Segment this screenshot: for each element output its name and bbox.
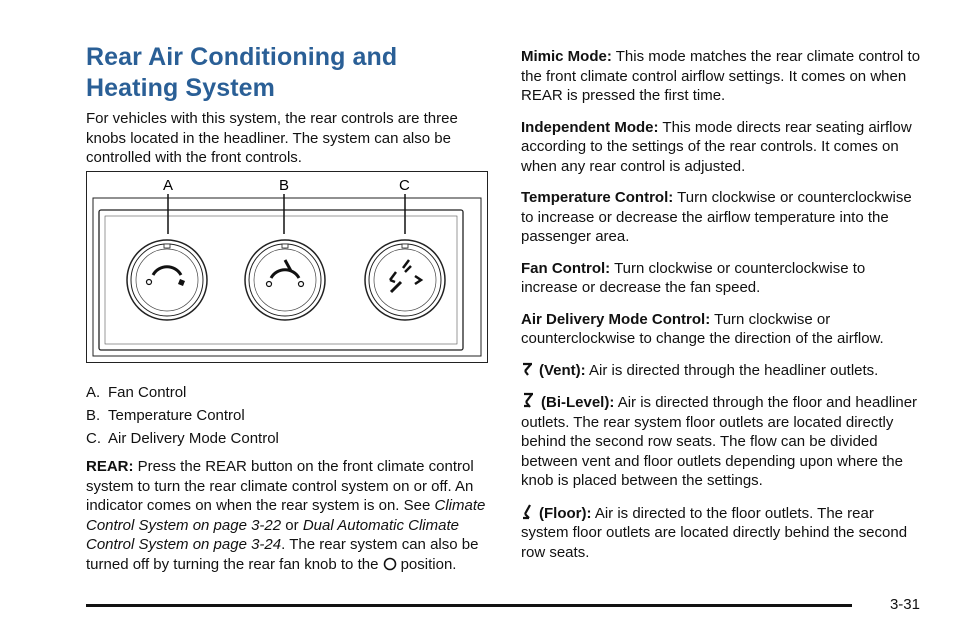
floor-icon — [521, 503, 535, 520]
intro-paragraph: For vehicles with this system, the rear controls are three knobs located in the headliner. The system can also be controlled with the front controls. — [86, 110, 458, 166]
bi-level-mode-icon — [403, 260, 411, 272]
label-a: A — [163, 177, 174, 194]
air-delivery-mode-knob — [365, 240, 445, 320]
mimic-mode-paragraph: Mimic Mode: This mode matches the rear climate control to the front climate control airflow settings. It comes on when REAR is pressed the first time. — [521, 48, 921, 104]
rear-term: REAR: — [86, 458, 134, 475]
fan-control-paragraph: Fan Control: Turn clockwise or counterclockwise to increase or decrease the fan speed. — [521, 259, 866, 296]
footer-rule — [86, 604, 852, 607]
label-c: C — [399, 177, 410, 194]
cross-reference-link[interactable]: Climate Control System on page 3-22 — [86, 497, 486, 534]
floor-mode-icon — [415, 276, 421, 284]
independent-mode-paragraph: Independent Mode: This mode directs rear seating airflow according to the settings of the rear controls. It comes on when any rear control is adjusted. — [521, 118, 912, 175]
right-column — [521, 47, 921, 574]
left-column — [86, 42, 490, 168]
legend-item: C. Air Delivery Mode Control — [86, 430, 279, 447]
temperature-control-knob — [245, 240, 325, 320]
figure-legend — [86, 383, 490, 452]
vent-mode-icon — [390, 272, 396, 282]
floor-paragraph: (Floor): Air is directed to the floor outlets. The rear system floor outlets are located directly behind the second row seats. — [521, 504, 908, 561]
vent-icon — [521, 361, 535, 377]
off-position-icon — [383, 557, 397, 571]
page-title: Rear Air Conditioning and Heating System — [86, 43, 398, 102]
cross-reference-link[interactable]: Dual Automatic Climate Control System on page 3-24 — [86, 516, 459, 553]
vent-paragraph: (Vent): Air is directed through the headliner outlets. — [521, 361, 921, 381]
rear-controls-illustration — [86, 171, 488, 363]
bi-level-icon — [521, 392, 537, 409]
temperature-control-paragraph: Temperature Control: Turn clockwise or counterclockwise to increase or decrease the airflow temperature into the passenger area. — [521, 189, 912, 245]
legend-item: B. Temperature Control — [86, 407, 245, 424]
fan-icon — [178, 279, 185, 286]
legend-item: A. Fan Control — [86, 384, 187, 401]
label-b: B — [279, 177, 290, 194]
rear-paragraph: REAR: Press the REAR button on the front climate control system to turn the rear climate control system on or off. An indicator comes on when the rear system is on. See Climate Control System on page 3-22 or Dual Automatic Climate Control System on page 3-24. The rear system can also be turned off by turning the rear fan knob to the position. — [86, 458, 486, 573]
page-number: 3-31 — [889, 596, 920, 613]
bi-level-paragraph: (Bi-Level): Air is directed through the floor and headliner outlets. The rear system floor outlets are located directly behind the second row seats. The flow can be divided between vent and floor outlets depending upon where the knob is placed between the settings. — [521, 394, 918, 489]
rear-button-section — [86, 457, 490, 574]
fan-control-knob — [127, 240, 207, 320]
air-delivery-paragraph: Air Delivery Mode Control: Turn clockwise or counterclockwise to change the direction of the airflow. — [521, 310, 884, 347]
rear-controls-svg — [87, 172, 487, 362]
